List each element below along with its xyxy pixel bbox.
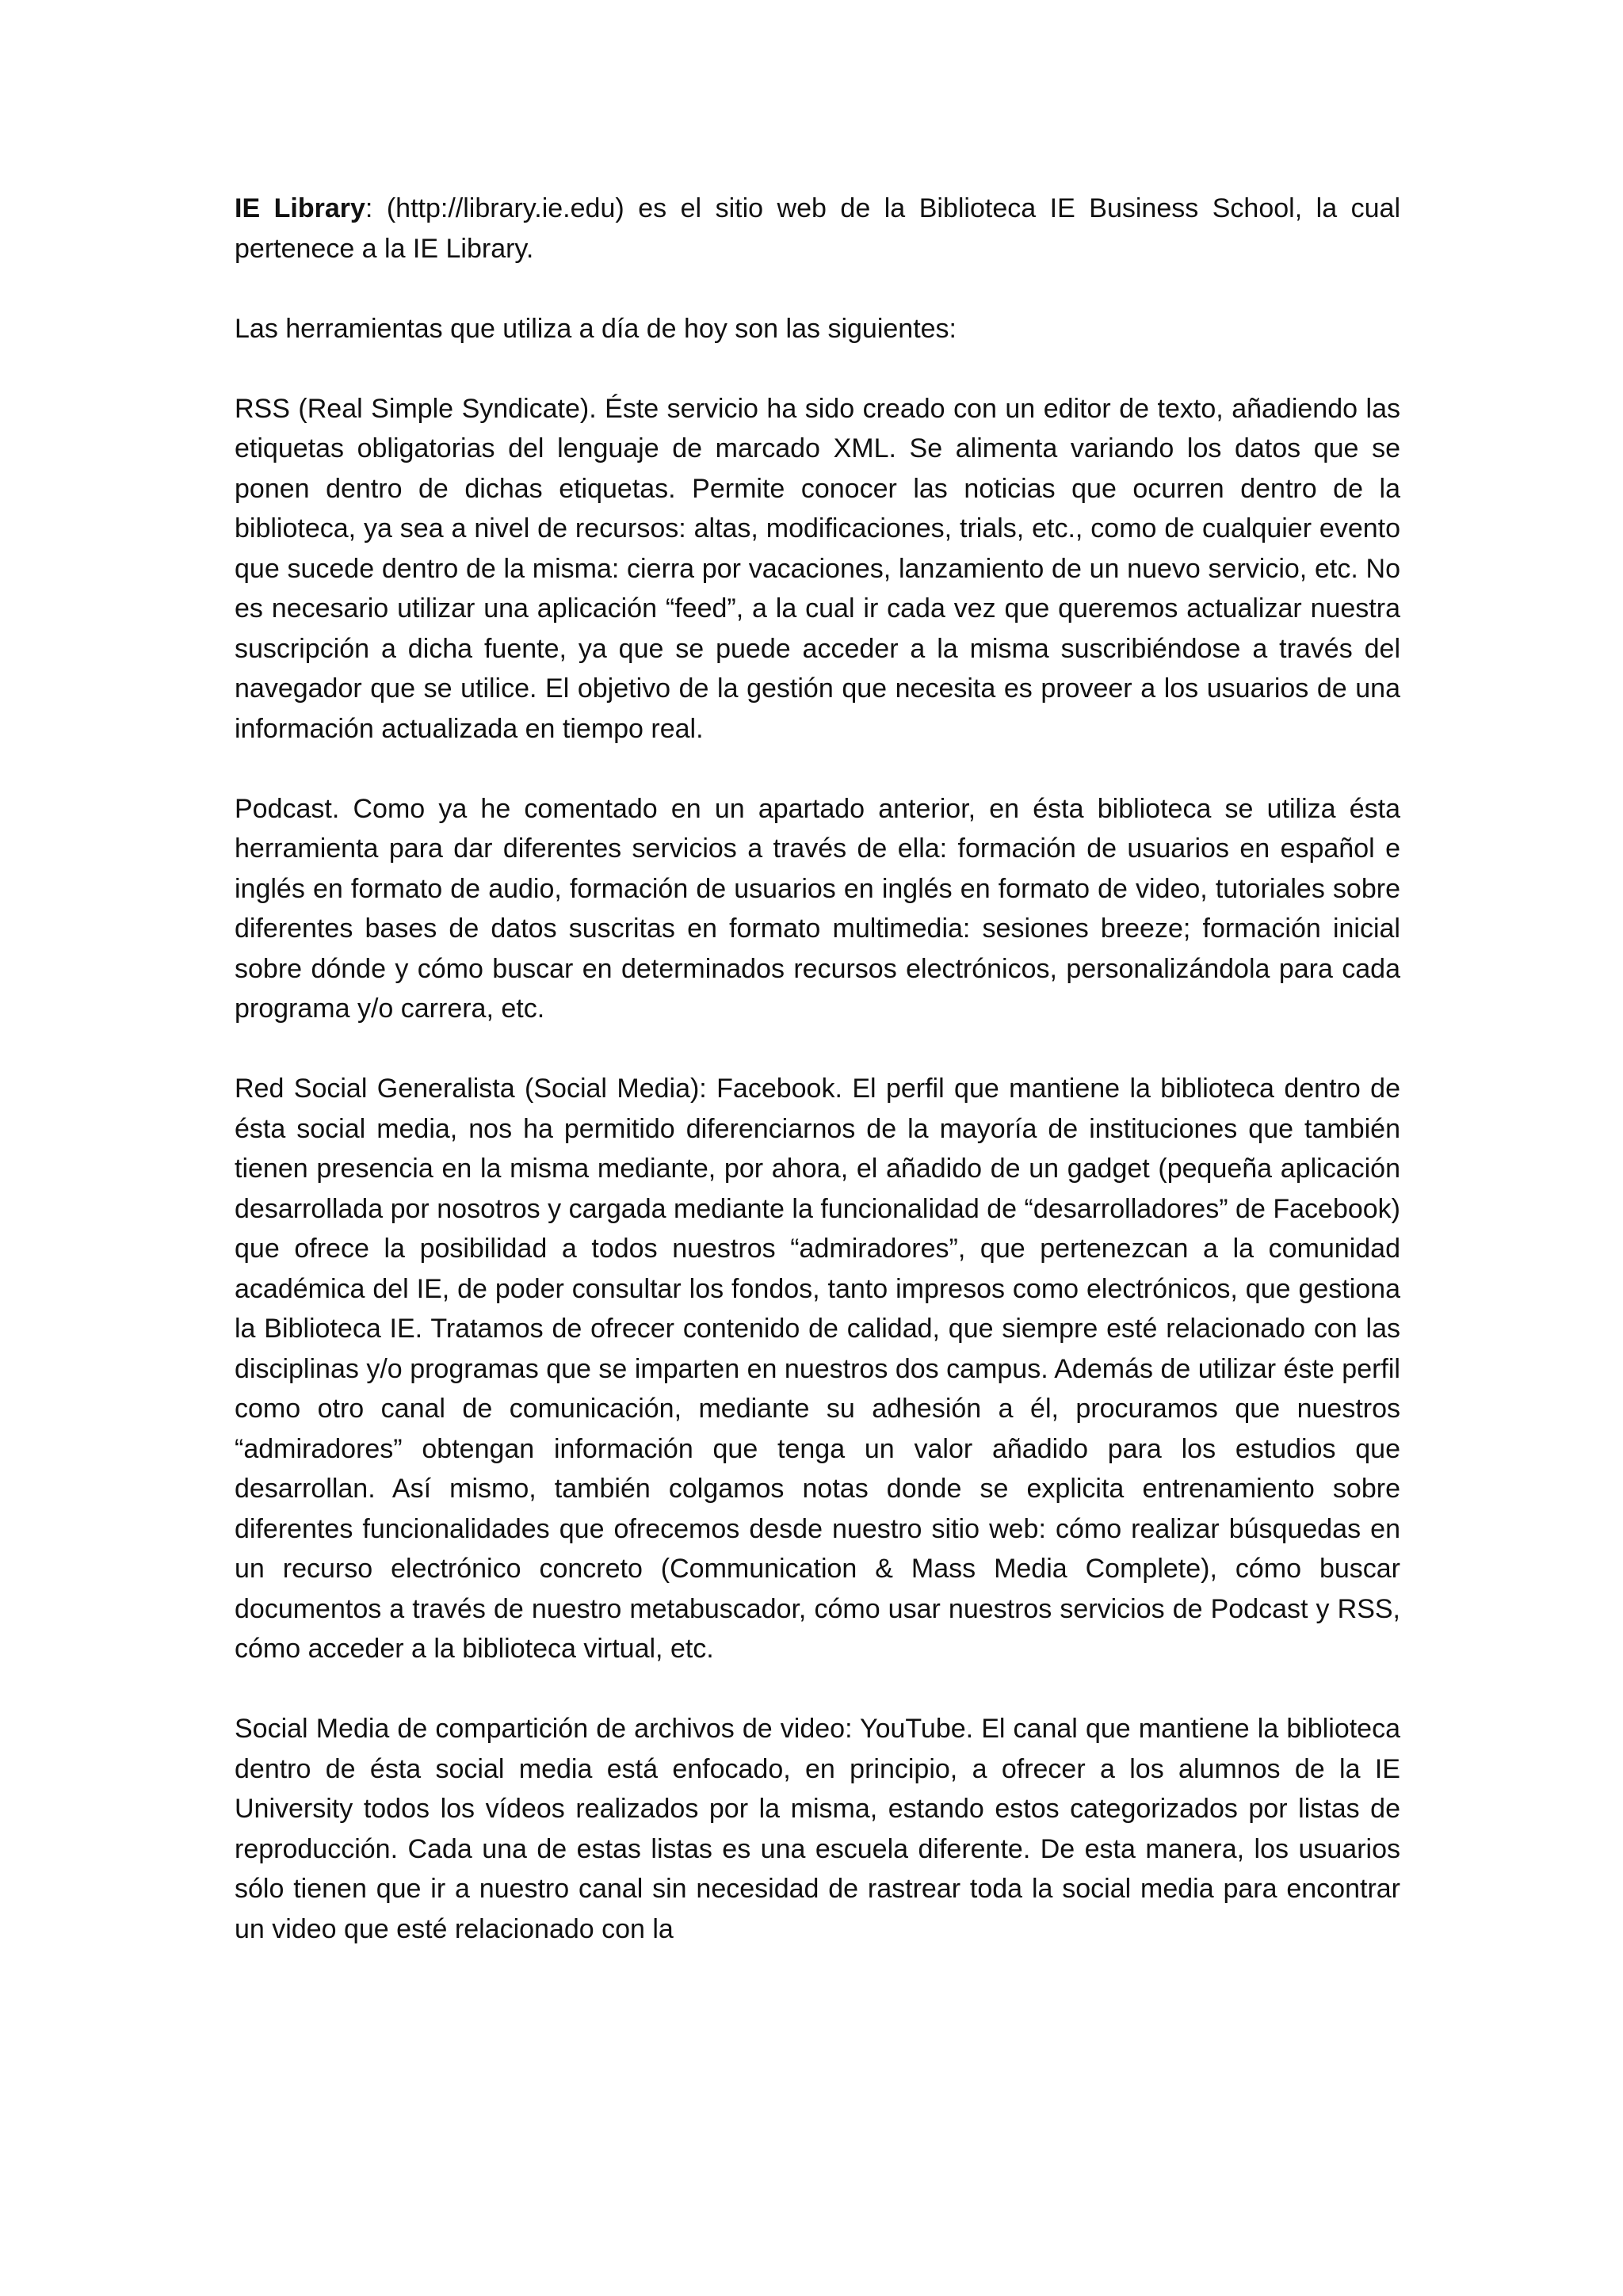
podcast-paragraph: Podcast. Como ya he comentado en un apartado anterior, en ésta biblioteca se utiliza ésta herramienta para dar diferentes servicios a través de ella: formación de usuarios en español e inglés en formato de audio, formación de usuarios en inglés en formato de video, tutoriales sobre diferentes bases de datos suscritas en formato multimedia: sesiones breeze; formación inicial sobre dónde y cómo buscar en determinados recursos electrónicos, personalizándola para cada programa y/o carrera, etc. (235, 793, 1400, 1024)
rss-paragraph: RSS (Real Simple Syndicate). Éste servicio ha sido creado con un editor de texto, añadiendo las etiquetas obligatorias del lenguaje de marcado XML. Se alimenta variando los datos que se ponen dentro de dichas etiquetas. Permite conocer las noticias que ocurren dentro de la biblioteca, ya sea a nivel de recursos: altas, modificaciones, trials, etc., como de cualquier evento que sucede dentro de la misma: cierra por vacaciones, lanzamiento de un nuevo servicio, etc. No es necesario utilizar una aplicación “feed”, a la cual ir cada vez que queremos actualizar nuestra suscripción a dicha fuente, ya que se puede acceder a la misma suscribiéndose a través del navegador que se utilice. El objetivo de la gestión que necesita es proveer a los usuarios de una información actualizada en tiempo real. (235, 393, 1400, 744)
document-body (235, 189, 1400, 1949)
intro-paragraph (235, 189, 1400, 269)
youtube-paragraph: Social Media de compartición de archivos de video: YouTube. El canal que mantiene la biblioteca dentro de ésta social media está enfocado, en principio, a ofrecer a los alumnos de la IE University todos los vídeos realizados por la misma, estando estos categorizados por listas de reproducción. Cada una de estas listas es una escuela diferente. De esta manera, los usuarios sólo tienen que ir a nuestro canal sin necesidad de rastrear toda la social media para encontrar un video que esté relacionado con la (235, 1714, 1400, 1944)
facebook-paragraph: Red Social Generalista (Social Media): Facebook. El perfil que mantiene la biblioteca dentro de ésta social media, nos ha permitido diferenciarnos de la mayoría de instituciones que también tienen presencia en la misma mediante, por ahora, el añadido de un gadget (pequeña aplicación desarrollada por nosotros y cargada mediante la funcionalidad de “desarrolladores” de Facebook) que ofrece la posibilidad a todos nuestros “admiradores”, que pertenezcan a la comunidad académica del IE, de poder consultar los fondos, tanto impresos como electrónicos, que gestiona la Biblioteca IE. Tratamos de ofrecer contenido de calidad, que siempre esté relacionado con las disciplinas y/o programas que se imparten en nuestros dos campus. Además de utilizar éste perfil como otro canal de comunicación, mediante su adhesión a él, procuramos que nuestros “admiradores” obtengan información que tenga un valor añadido para los estudios que desarrollan. Así mismo, también colgamos notas donde se explicita entrenamiento sobre diferentes funcionalidades que ofrecemos desde nuestro sitio web: cómo realizar búsquedas en un recurso electrónico concreto (Communication & Mass Media Complete), cómo buscar documentos a través de nuestro metabuscador, cómo usar nuestros servicios de Podcast y RSS, cómo acceder a la biblioteca virtual, etc. (235, 1074, 1400, 1664)
intro-bold-label: IE Library (235, 193, 365, 223)
tools-intro-paragraph: Las herramientas que utiliza a día de hoy son las siguientes: (235, 313, 957, 344)
intro-text: : (http://library.ie.edu) es el sitio web de la Biblioteca IE Business School, la cual pertenece a la IE Library. (235, 193, 1400, 264)
